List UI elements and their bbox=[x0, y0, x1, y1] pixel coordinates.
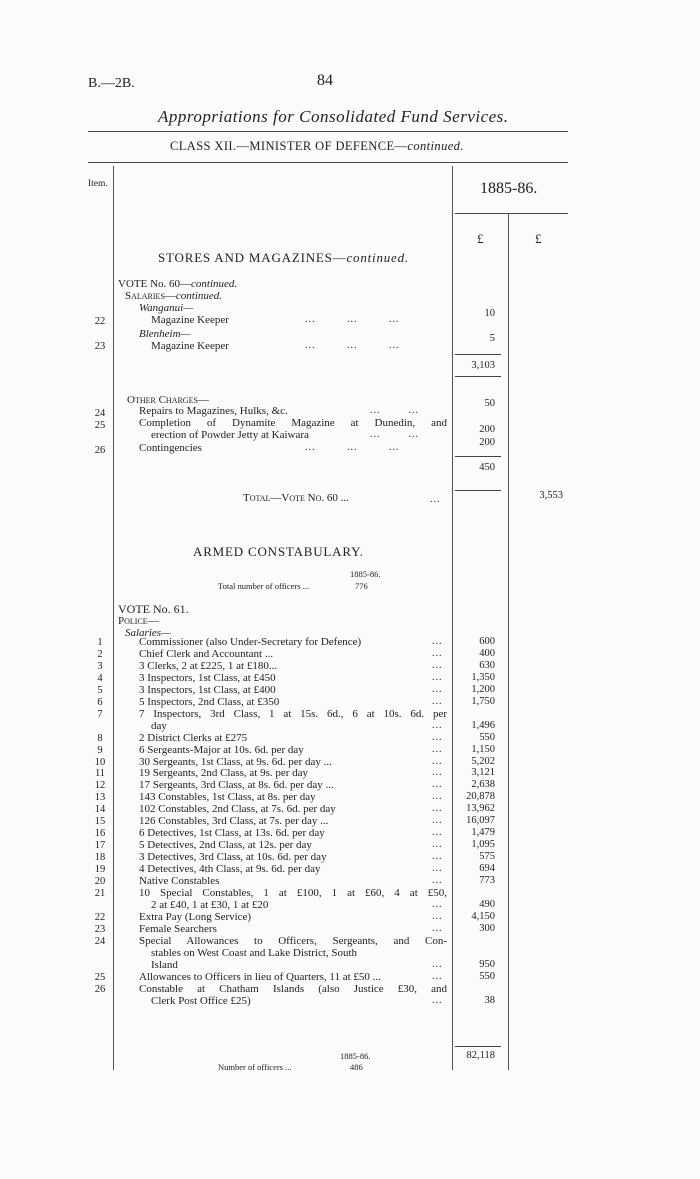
salaries-subheading: Salaries— bbox=[125, 627, 171, 639]
leader-dots: ... bbox=[432, 910, 443, 922]
pound-column-1: £ bbox=[477, 231, 484, 246]
item-description: Completion of Dynamite Magazine at Dunedin, and bbox=[139, 417, 447, 429]
leader-dots: ... bbox=[432, 791, 443, 803]
item-amount: 1,095 bbox=[471, 839, 495, 851]
leader-dots: ... bbox=[432, 815, 443, 827]
footer-year: 1885-86. bbox=[340, 1051, 371, 1061]
item-amount: 1,479 bbox=[471, 827, 495, 839]
item-description: 3 Detectives, 3rd Class, at 10s. 6d. per day bbox=[139, 851, 327, 864]
item-description: Constable at Chatham Islands (also Justice £30, and bbox=[139, 982, 447, 995]
item-number: 23 bbox=[94, 923, 106, 935]
item-amount: 630 bbox=[479, 659, 495, 671]
leader-dots: ... bbox=[432, 803, 443, 815]
item-number: 23 bbox=[94, 341, 106, 352]
leader-dots: ... ... ... bbox=[305, 442, 400, 453]
item-description: 17 Sergeants, 3rd Class, at 8s. 6d. per day ... bbox=[139, 779, 334, 792]
item-amount: 773 bbox=[479, 875, 495, 886]
leader-dots: ... bbox=[432, 970, 443, 982]
leader-dots: ... ... bbox=[370, 429, 419, 440]
item-amount: 1,750 bbox=[471, 695, 495, 707]
leader-dots: ... bbox=[432, 875, 443, 886]
vote-60-total: 3,553 bbox=[539, 490, 563, 501]
vote-60-total-label: Total—Vote No. 60 ... bbox=[243, 492, 349, 504]
item-description: Chief Clerk and Accountant ... bbox=[139, 647, 274, 660]
leader-dots: ... ... bbox=[370, 405, 419, 416]
leader-dots: ... bbox=[432, 767, 443, 779]
item-description-continued: stables on West Coast and Lake District, South bbox=[151, 946, 358, 959]
item-amount: 1,496 bbox=[471, 719, 495, 731]
item-description: 19 Sergeants, 2nd Class, at 9s. per day bbox=[139, 767, 309, 780]
item-amount: 600 bbox=[479, 636, 495, 647]
police-heading: Police— bbox=[118, 615, 159, 627]
leader-dots: ... bbox=[432, 719, 443, 731]
item-number: 8 bbox=[97, 732, 103, 744]
pound-column-2: £ bbox=[535, 231, 542, 246]
item-amount: 5,202 bbox=[471, 755, 495, 767]
item-number: 14 bbox=[94, 804, 106, 816]
item-description-continued: erection of Powder Jetty at Kaiwara bbox=[151, 429, 309, 441]
amount-column-rule-2 bbox=[508, 214, 509, 1070]
item-number: 18 bbox=[94, 852, 106, 864]
subtotal-rule bbox=[455, 1046, 501, 1047]
item-number: 21 bbox=[94, 887, 106, 899]
leader-dots: ... bbox=[432, 839, 443, 851]
item-description: 143 Constables, 1st Class, at 8s. per day bbox=[139, 791, 316, 804]
item-description-continued: Clerk Post Office £25) bbox=[151, 994, 251, 1007]
item-amount: 4,150 bbox=[471, 910, 495, 922]
year-heading-rule bbox=[455, 213, 568, 214]
item-description: 10 Special Constables, 1 at £100, 1 at £60, 4 at £50, bbox=[139, 886, 447, 899]
subtotal-rule bbox=[455, 354, 501, 355]
item-amount: 950 bbox=[479, 958, 495, 970]
item-number: 7 bbox=[97, 708, 103, 720]
item-description: 5 Inspectors, 2nd Class, at £350 bbox=[139, 695, 280, 708]
class-title: CLASS XII.—MINISTER OF DEFENCE—continued. bbox=[170, 139, 464, 153]
item-number: 10 bbox=[94, 756, 106, 768]
item-number: 25 bbox=[94, 420, 106, 431]
item-amount: 200 bbox=[479, 437, 495, 448]
leader-dots: ... bbox=[432, 827, 443, 839]
item-description-continued: Island bbox=[151, 958, 178, 971]
leader-dots: ... bbox=[432, 636, 443, 647]
vote-61-heading: VOTE No. 61. bbox=[118, 602, 189, 616]
item-amount: 2,638 bbox=[471, 779, 495, 791]
leader-dots: ... bbox=[432, 898, 443, 910]
leader-dots: ... bbox=[432, 779, 443, 791]
leader-dots: ... ... ... bbox=[305, 314, 400, 325]
item-amount: 10 bbox=[484, 308, 495, 319]
item-number: 2 bbox=[97, 648, 103, 660]
item-column-heading: Item. bbox=[88, 179, 108, 189]
leader-dots: ... bbox=[432, 851, 443, 863]
item-amount: 300 bbox=[479, 922, 495, 934]
leader-dots: ... bbox=[432, 659, 443, 671]
amount-column-rule bbox=[452, 166, 453, 1070]
item-description: Commissioner (also Under-Secretary for Defence) bbox=[139, 636, 362, 648]
item-description: 102 Constables, 2nd Class, at 7s. 6d. per day bbox=[139, 803, 336, 816]
item-description: 7 Inspectors, 3rd Class, 1 at 15s. 6d., 6 at 10s. 6d. per bbox=[139, 707, 447, 720]
item-number: 24 bbox=[94, 935, 106, 947]
item-column-rule bbox=[113, 166, 114, 1070]
officers-count: 776 bbox=[355, 581, 368, 591]
item-description-continued: 2 at £40, 1 at £30, 1 at £20 bbox=[151, 898, 269, 911]
item-number: 1 bbox=[97, 637, 103, 648]
item-number: 24 bbox=[94, 408, 106, 419]
item-number: 6 bbox=[97, 696, 103, 708]
item-description: Repairs to Magazines, Hulks, &c. bbox=[139, 405, 288, 417]
item-number: 4 bbox=[97, 672, 103, 684]
item-description: 126 Constables, 3rd Class, at 7s. per day ... bbox=[139, 815, 329, 828]
item-number: 16 bbox=[94, 828, 106, 840]
item-description: 2 District Clerks at £275 bbox=[139, 731, 248, 744]
item-description: Magazine Keeper bbox=[151, 314, 229, 326]
item-number: 13 bbox=[94, 792, 106, 804]
item-number: 20 bbox=[94, 876, 106, 887]
leader-dots: ... bbox=[432, 731, 443, 743]
leader-dots: ... bbox=[432, 647, 443, 659]
item-description: Contingencies bbox=[139, 442, 202, 454]
item-description-continued: day bbox=[151, 719, 167, 732]
class-title-rule bbox=[88, 162, 568, 163]
item-amount: 16,097 bbox=[466, 815, 495, 827]
page-title: Appropriations for Consolidated Fund Services. bbox=[158, 107, 509, 126]
stores-heading: STORES AND MAGAZINES—continued. bbox=[158, 250, 409, 265]
item-number: 5 bbox=[97, 684, 103, 696]
armed-constabulary-heading: ARMED CONSTABULARY. bbox=[193, 544, 364, 559]
leader-dots: ... bbox=[430, 494, 441, 505]
item-amount: 50 bbox=[484, 398, 495, 409]
leader-dots: ... bbox=[432, 743, 443, 755]
officers-year: 1885-86. bbox=[350, 569, 381, 579]
leader-dots: ... bbox=[432, 958, 443, 970]
item-number: 25 bbox=[94, 971, 106, 983]
item-description: 6 Detectives, 1st Class, at 13s. 6d. per day bbox=[139, 827, 325, 840]
leader-dots: ... bbox=[432, 863, 443, 875]
subtotal-rule bbox=[455, 456, 501, 457]
footer-officers-label: Number of officers ... bbox=[218, 1062, 292, 1072]
item-amount: 5 bbox=[489, 333, 495, 344]
item-amount: 13,962 bbox=[466, 803, 495, 815]
item-description: Extra Pay (Long Service) bbox=[139, 910, 252, 923]
leader-dots: ... bbox=[432, 671, 443, 683]
other-charges-heading: Other Charges— bbox=[127, 394, 209, 406]
item-amount: 1,350 bbox=[471, 671, 495, 683]
item-amount: 490 bbox=[479, 898, 495, 910]
year-column-heading: 1885-86. bbox=[480, 180, 538, 197]
item-amount: 3,121 bbox=[471, 767, 495, 779]
blenheim-label: Blenheim— bbox=[139, 328, 191, 340]
subtotal-rule bbox=[455, 376, 501, 377]
item-amount: 694 bbox=[479, 863, 495, 875]
item-number: 26 bbox=[94, 445, 106, 456]
item-description: Native Constables bbox=[139, 875, 220, 887]
leader-dots: ... bbox=[432, 755, 443, 767]
item-description: 3 Clerks, 2 at £225, 1 at £180... bbox=[139, 659, 278, 672]
document-reference: B.—2B. bbox=[88, 76, 135, 91]
item-description: 3 Inspectors, 1st Class, at £400 bbox=[139, 683, 276, 696]
leader-dots: ... ... ... bbox=[305, 340, 400, 351]
item-number: 12 bbox=[94, 780, 106, 792]
other-charges-subtotal: 450 bbox=[479, 462, 495, 473]
item-number: 26 bbox=[94, 983, 106, 995]
item-description: 4 Detectives, 4th Class, at 9s. 6d. per day bbox=[139, 863, 321, 876]
item-description: Magazine Keeper bbox=[151, 340, 229, 352]
item-amount: 1,200 bbox=[471, 683, 495, 695]
item-description: Special Allowances to Officers, Sergeants, and Con- bbox=[139, 934, 447, 947]
footer-officers-count: 486 bbox=[350, 1062, 363, 1072]
item-number: 22 bbox=[94, 911, 106, 923]
item-number: 11 bbox=[94, 768, 106, 780]
item-description: 3 Inspectors, 1st Class, at £450 bbox=[139, 671, 276, 684]
item-number: 15 bbox=[94, 816, 106, 828]
item-amount: 20,878 bbox=[466, 791, 495, 803]
item-description: 30 Sergeants, 1st Class, at 9s. 6d. per day ... bbox=[139, 755, 332, 768]
item-number: 3 bbox=[97, 660, 103, 672]
page-number: 84 bbox=[317, 72, 333, 89]
leader-dots: ... bbox=[432, 683, 443, 695]
item-number: 17 bbox=[94, 840, 106, 852]
officers-label: Total number of officers ... bbox=[218, 581, 310, 591]
salaries-subtotal: 3,103 bbox=[471, 360, 495, 371]
item-amount: 38 bbox=[484, 994, 495, 1006]
leader-dots: ... bbox=[432, 695, 443, 707]
item-number: 9 bbox=[97, 744, 103, 756]
item-amount: 200 bbox=[479, 424, 495, 435]
wanganui-label: Wanganui— bbox=[139, 302, 193, 314]
item-description: Female Searchers bbox=[139, 922, 217, 935]
total-rule bbox=[455, 490, 501, 491]
vote-60-heading: VOTE No. 60—continued. bbox=[118, 278, 238, 290]
item-number: 19 bbox=[94, 864, 106, 876]
leader-dots: ... bbox=[432, 994, 443, 1006]
item-description: 5 Detectives, 2nd Class, at 12s. per day bbox=[139, 839, 312, 852]
item-description: Allowances to Officers in lieu of Quarters, 11 at £50 ... bbox=[139, 970, 381, 983]
item-number: 22 bbox=[94, 316, 106, 327]
armed-subtotal: 82,118 bbox=[466, 1050, 495, 1061]
salaries-heading: Salaries—continued. bbox=[125, 290, 223, 302]
item-amount: 575 bbox=[479, 851, 495, 863]
item-description: 6 Sergeants-Major at 10s. 6d. per day bbox=[139, 743, 304, 756]
item-amount: 400 bbox=[479, 647, 495, 659]
item-amount: 550 bbox=[479, 731, 495, 743]
leader-dots: ... bbox=[432, 922, 443, 934]
item-amount: 1,150 bbox=[471, 743, 495, 755]
item-amount: 550 bbox=[479, 970, 495, 982]
title-rule bbox=[88, 131, 568, 132]
